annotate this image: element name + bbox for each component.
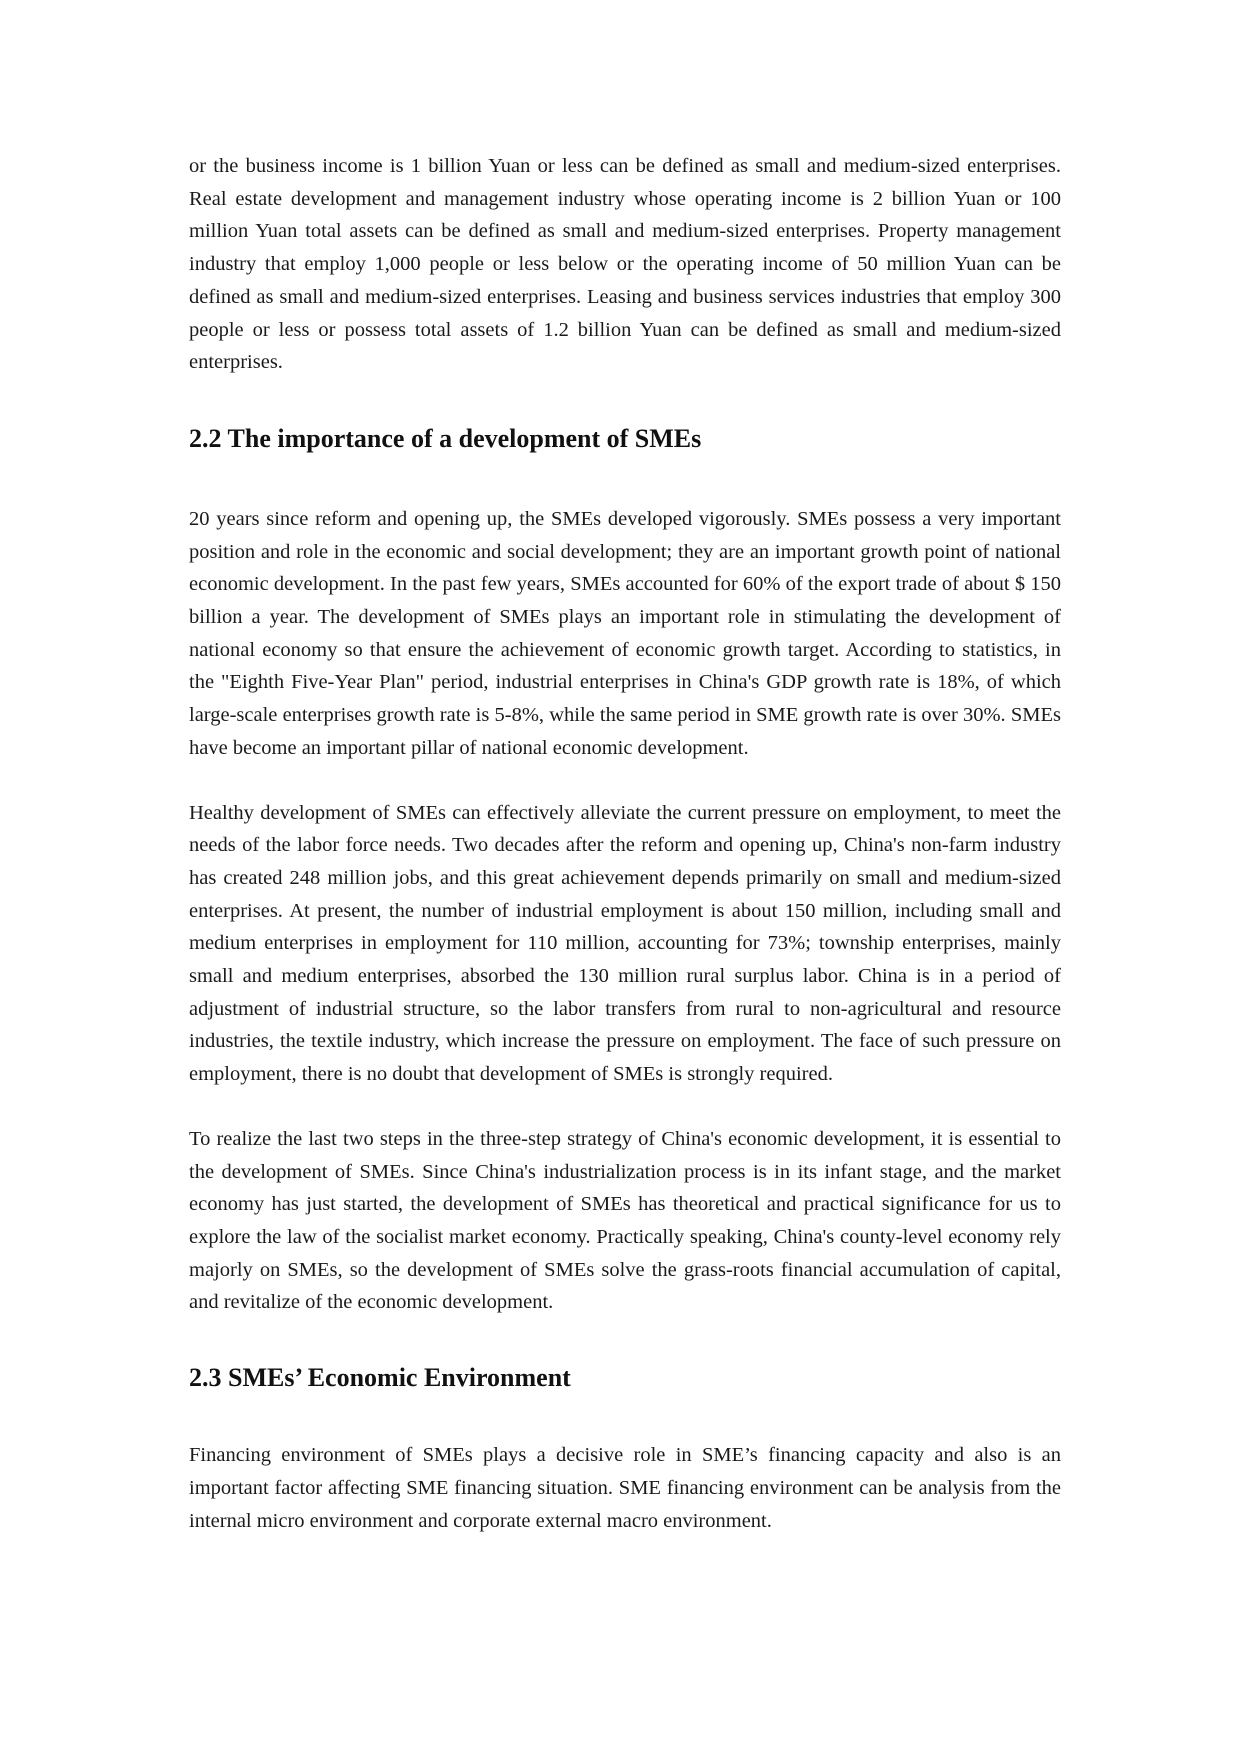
paragraph-sme-employment: Healthy development of SMEs can effectively alleviate the current pressure on employment, to meet the needs of the labor force needs. Two decades after the reform and opening up, China's non-farm industry has created 248 million jobs, and this great achievement depends primarily on small and medium-sized enterprises. At present, the number of industrial employment is about 150 million, including small and medium enterprises in employment for 110 million, accounting for 73%; township enterprises, mainly small and medium enterprises, absorbed the 130 million rural surplus labor. China is in a period of adjustment of industrial structure, so the labor transfers from rural to non-agricultural and resource industries, the textile industry, which increase the pressure on employment. The face of such pressure on employment, there is no doubt that development of SMEs is strongly required. <box>189 801 1061 1086</box>
paragraph-sme-definition-continued: or the business income is 1 billion Yuan or less can be defined as small and medium-sized enterprises. Real estate development and management industry whose operating income is 2 billion Yuan or 100 million Yuan total assets can be defined as small and medium-sized enterprises. Property management industry that employ 1,000 people or less below or the operating income of 50 million Yuan can be defined as small and medium-sized enterprises. Leasing and business services industries that employ 300 people or less or possess total assets of 1.2 billion Yuan can be defined as small and medium-sized enterprises. <box>189 155 1061 374</box>
paragraph-financing-environment: Financing environment of SMEs plays a decisive role in SME’s financing capacity and also is an important factor affecting SME financing situation. SME financing environment can be analysis from the internal micro environment and corporate external macro environment. <box>189 1444 1061 1532</box>
page-content <box>189 150 1061 1537</box>
section-heading-2-2: 2.2 The importance of a development of SMEs <box>189 423 702 453</box>
paragraph-sme-importance: 20 years since reform and opening up, the SMEs developed vigorously. SMEs possess a very important position and role in the economic and social development; they are an important growth point of national economic development. In the past few years, SMEs accounted for 60% of the export trade of about $ 150 billion a year. The development of SMEs plays an important role in stimulating the development of national economy so that ensure the achievement of economic growth target. According to statistics, in the "Eighth Five-Year Plan" period, industrial enterprises in China's GDP growth rate is 18%, of which large-scale enterprises growth rate is 5-8%, while the same period in SME growth rate is over 30%. SMEs have become an important pillar of national economic development. <box>189 507 1061 759</box>
paragraph-three-step-strategy: To realize the last two steps in the three-step strategy of China's economic development, it is essential to the development of SMEs. Since China's industrialization process is in its infant stage, and the market economy has just started, the development of SMEs has theoretical and practical significance for us to explore the law of the socialist market economy. Practically speaking, China's county-level economy rely majorly on SMEs, so the development of SMEs solve the grass-roots financial accumulation of capital, and revitalize of the economic development. <box>189 1127 1061 1314</box>
section-heading-2-3: 2.3 SMEs’ Economic Environment <box>189 1363 571 1393</box>
